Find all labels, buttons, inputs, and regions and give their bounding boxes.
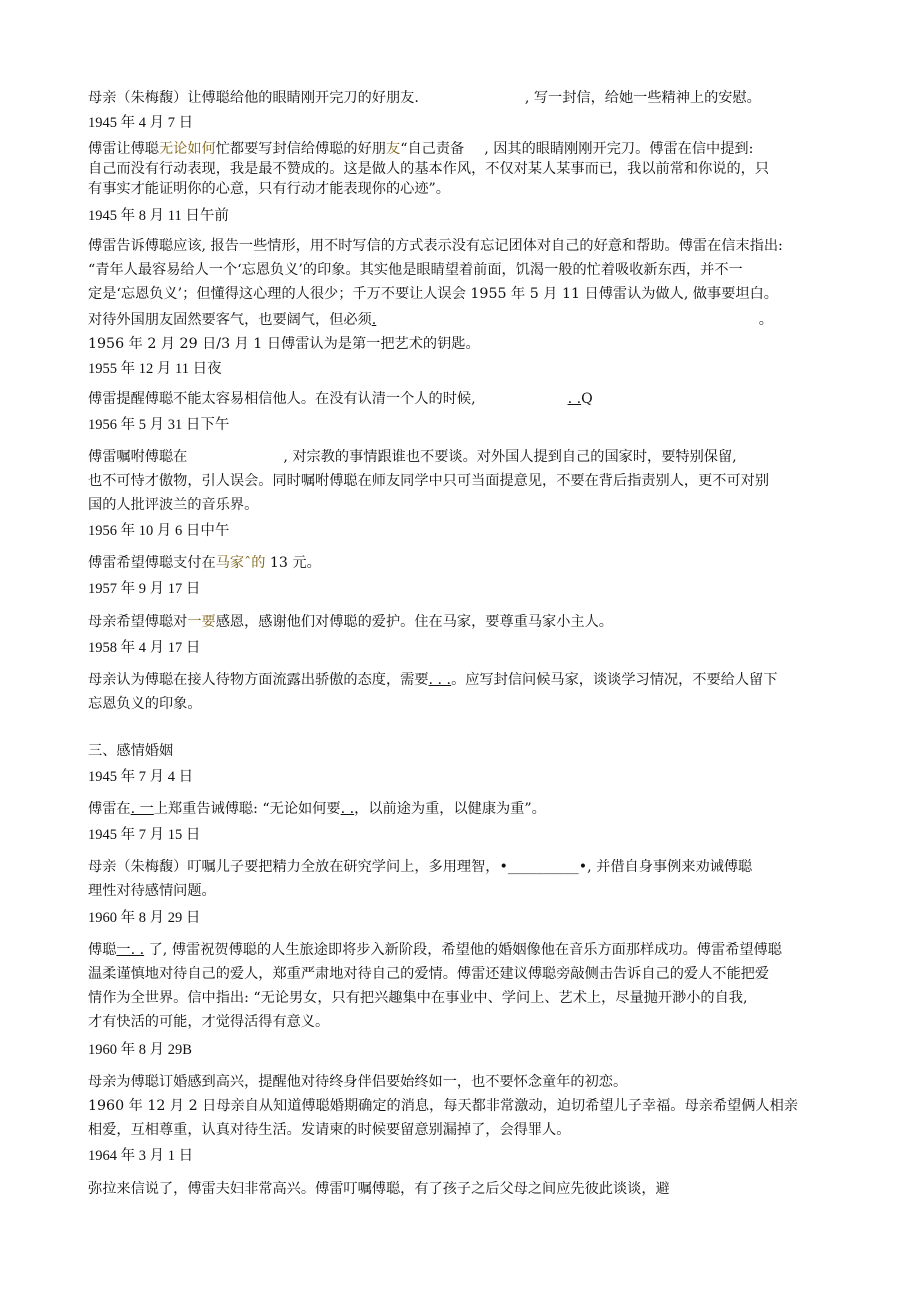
date-heading: 1945 年 7 月 15 日 — [88, 827, 201, 843]
text-run: 。 — [754, 312, 773, 328]
text-run: •__________• — [499, 859, 588, 875]
paragraph-line: 傅雷告诉傅聪应该, 报告一些情形，用不时写信的方式表示没有忘记团体对自己的好意和帮助。傅雷在信末指出: — [88, 238, 783, 254]
text-run: 母亲（朱梅馥）叮嘱儿子要把精力全放在研究学问上，多用理智， — [88, 859, 500, 875]
text-run: 无论如何 — [158, 141, 216, 157]
paragraph-line — [88, 857, 752, 877]
text-run: 一. . — [116, 942, 145, 958]
text-run: 了, 傅雷祝贺傅聪的人生旅途即将步入新阶段，希望他的婚姻像他在音乐方面那样成功。傅雷希望傅聪 — [144, 942, 782, 958]
date-heading: 1945 年 8 月 11 日午前 — [88, 208, 229, 224]
paragraph-line — [88, 447, 737, 467]
section-heading: 三、感情婚姻 — [88, 743, 174, 759]
paragraph-line — [88, 612, 613, 632]
date-heading: 1960 年 8 月 29B — [88, 1042, 192, 1058]
text-run: 傅雷希望傅聪支付在 — [88, 555, 216, 571]
text-run: 上郑重告诫傅聪: “无论如何要 — [153, 801, 341, 817]
paragraph-line: 相爱，互相尊重，认真对待生活。发请柬的时候要留意别漏掉了，会得罪人。 — [88, 1122, 571, 1138]
date-heading: 1960 年 8 月 29 日 — [88, 910, 201, 926]
paragraph-line: 才有快活的可能，才觉得活得有意义。 — [88, 1014, 330, 1030]
text-run: 傅雷让傅聪 — [88, 141, 159, 157]
text-run: 13 元。 — [265, 555, 321, 571]
text-run: 感恩，感谢他们对傅聪的爱护。住在马家，要尊重马家小主人。 — [215, 614, 613, 630]
text-run: Q — [581, 391, 593, 407]
paragraph-line: 也不可恃才傲物，引人误会。同时嘱咐傅聪在师友同学中只可当面提意见，不要在背后指责别人，更不可对别 — [88, 473, 770, 489]
text-run: , 因其的眼睛刚刚开完刀。傅雷在信中提到: — [484, 141, 754, 157]
text-run: 母亲（朱梅馥）让傅聪给他的眼睛刚开完刀的好朋友. — [88, 90, 419, 106]
paragraph-line — [88, 799, 546, 819]
paragraph-line — [88, 940, 782, 960]
text-run: 对待外国朋友固然要客气，也要阔气，但必须 — [88, 312, 372, 328]
date-heading: 1945 年 7 月 4 日 — [88, 769, 194, 785]
text-run: 忙都要写封信给傅聪的好朋 — [215, 141, 386, 157]
paragraph-line: “青年人最容易给人一个‘忘恩负义’的印象。其实他是眼睛望着前面，饥渴一般的忙着吸收新东西，并不一 — [88, 262, 743, 278]
text-run: , 写一封信，给她一些精神上的安慰。 — [524, 90, 761, 106]
text-run: , 并借自身事例来劝诫傅聪 — [587, 859, 753, 875]
paragraph-line: 有事实才能证明你的心意，只有行动才能表现你的心迹”。 — [88, 181, 450, 197]
text-run: . . — [340, 801, 355, 817]
paragraph-line: 1960 年 12 月 2 日母亲自从知道傅聪婚期确定的消息，每天都非常激动，迫切希望儿子幸福。母亲希望俩人相亲 — [88, 1098, 798, 1114]
paragraph-line: 忘恩负义的印象。 — [88, 696, 202, 712]
paragraph-line: 1956 年 2 月 29 日/3 月 1 日傅雷认为是第一把艺术的钥匙。 — [88, 336, 480, 352]
text-run: , 对宗教的事情跟谁也不要谈。对外国人提到自己的国家时，要特别保留, — [283, 449, 737, 465]
text-run: 母亲希望傅聪对 — [88, 614, 188, 630]
text-run: 。应写封信问候马家，谈谈学习情况，不要给人留下 — [451, 672, 778, 688]
paragraph-line: 情作为全世界。信中指出: “无论男女，只有把兴趣集中在事业中、学问上、艺术上，尽量抛开渺小的自我, — [88, 990, 748, 1006]
paragraph-line: 定是‘忘恩负义’；但懂得这心理的人很少；千万不要让人误会 1955 年 5 月 11 日傅雷认为做人, 做事要坦白。 — [88, 286, 778, 302]
date-heading: 1957 年 9 月 17 日 — [88, 581, 201, 597]
paragraph-line: 理性对待感情问题。 — [88, 883, 216, 899]
text-run: 傅聪 — [88, 942, 117, 958]
date-heading: 1956 年 5 月 31 日下午 — [88, 417, 230, 433]
text-run: 马家 — [215, 555, 245, 571]
paragraph-line — [88, 389, 593, 409]
paragraph-line: 自己而没有行动表现，我是最不赞成的。这是做人的基本作风，不仅对某人某事而已，我以前常和你说的，只 — [88, 161, 770, 177]
text-run: 傅雷嘱咐傅聪在 — [88, 449, 188, 465]
paragraph-line: 母亲为傅聪订婚感到高兴，提醒他对待终身伴侣要始终如一，也不要怀念童年的初恋。 — [88, 1074, 628, 1090]
paragraph-line — [88, 139, 753, 159]
text-run: ˆ的 — [244, 555, 266, 571]
paragraph-line — [88, 88, 761, 108]
text-run: . . . — [428, 672, 452, 688]
text-run: 傅雷提醒傅聪不能太容易相信他人。在没有认清一个人的时候, — [88, 391, 476, 407]
paragraph-line — [88, 670, 777, 690]
date-heading: 1964 年 3 月 1 日 — [88, 1148, 194, 1164]
text-run: ，以前途为重，以健康为重”。 — [354, 801, 546, 817]
text-run: 一要 — [187, 614, 216, 630]
text-run: 友 — [385, 141, 401, 157]
date-heading: 1945 年 4 月 7 日 — [88, 115, 194, 131]
date-heading: 1958 年 4 月 17 日 — [88, 640, 201, 656]
paragraph-line — [88, 553, 321, 573]
text-run: 傅雷在 — [88, 801, 131, 817]
date-heading: 1955 年 12 月 11 日夜 — [88, 361, 222, 377]
text-run: . . — [567, 391, 582, 407]
paragraph-line — [88, 310, 773, 330]
text-run: “自己责备 — [400, 141, 465, 157]
date-heading: 1956 年 10 月 6 日中午 — [88, 523, 230, 539]
text-run: . 一 — [130, 801, 154, 817]
paragraph-line: 弥拉来信说了，傅雷夫妇非常高兴。傅雷叮嘱傅聪，有了孩子之后父母之间应先彼此谈谈，避 — [88, 1181, 670, 1197]
text-run: 母亲认为傅聪在接人待物方面流露出骄傲的态度，需要 — [88, 672, 429, 688]
paragraph-line: 国的人批评波兰的音乐界。 — [88, 497, 259, 513]
paragraph-line: 温柔谨慎地对待自己的爱人，郑重严肃地对待自己的爱情。傅雷还建议傅聪旁敲侧击告诉自己的爱人不能把爱 — [88, 966, 770, 982]
text-run: . — [371, 312, 377, 328]
